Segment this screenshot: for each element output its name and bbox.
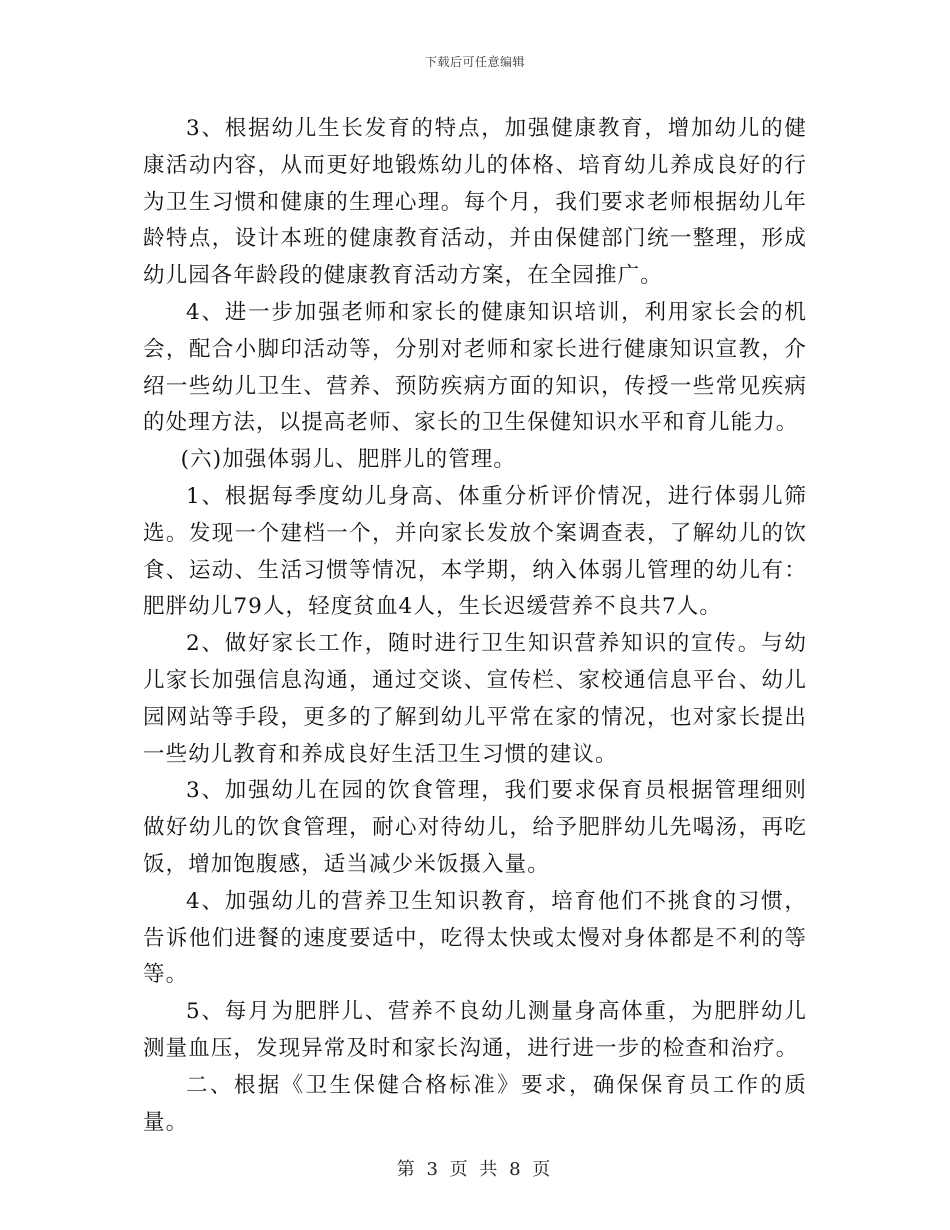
document-body: [143, 111, 807, 1141]
paragraph-screening: 1、根据每季度幼儿身高、体重分析评价情况，进行体弱儿筛选。发现一个建档一个，并向家长发放个案调查表，了解幼儿的饮食、运动、生活习惯等情况，本学期，纳入体弱儿管理的幼儿有：肥胖幼儿79人，轻度贫血4人，生长迟缓营养不良共7人。: [143, 483, 807, 620]
section-heading-weak-obese: (六)加强体弱儿、肥胖儿的管理。: [180, 447, 517, 473]
paragraph-parent-work: 2、做好家长工作，随时进行卫生知识营养知识的宣传。与幼儿家长加强信息沟通，通过交谈、宣传栏、家校通信息平台、幼儿园网站等手段，更多的了解到幼儿平常在家的情况，也对家长提出一些幼儿教育和养成良好生活卫生习惯的建议。: [143, 631, 807, 767]
paragraph-diet-management: 3、加强幼儿在园的饮食管理，我们要求保育员根据管理细则做好幼儿的饮食管理，耐心对待幼儿，给予肥胖幼儿先喝汤，再吃饭，增加饱腹感，适当减少米饭摄入量。: [143, 778, 807, 877]
section-heading-standards: 二、根据《卫生保健合格标准》要求，确保保育员工作的质量。: [143, 1072, 807, 1135]
page-header: 下载后可任意编辑: [424, 55, 525, 69]
paragraph-training: 4、进一步加强老师和家长的健康知识培训，利用家长会的机会，配合小脚印活动等，分别对老师和家长进行健康知识宣教，介绍一些幼儿卫生、营养、预防疾病方面的知识，传授一些常见疾病的处理方法，以提高老师、家长的卫生保健知识水平和育儿能力。: [143, 299, 807, 436]
page-number: 第 3 页 共 8 页: [396, 1159, 554, 1180]
paragraph-nutrition-education: 4、加强幼儿的营养卫生知识教育，培育他们不挑食的习惯，告诉他们进餐的速度要适中，吃得太快或太慢对身体都是不利的等等。: [143, 888, 807, 988]
paragraph-monthly-measure: 5、每月为肥胖儿、营养不良幼儿测量身高体重，为肥胖幼儿测量血压，发现异常及时和家长沟通，进行进一步的检查和治疗。: [143, 999, 807, 1061]
paragraph-health-education: 3、根据幼儿生长发育的特点，加强健康教育，增加幼儿的健康活动内容，从而更好地锻炼幼儿的体格、培育幼儿养成良好的行为卫生习惯和健康的生理心理。每个月，我们要求老师根据幼儿年龄特点，设计本班的健康教育活动，并由保健部门统一整理，形成幼儿园各年龄段的健康教育活动方案，在全园推广。: [143, 116, 807, 289]
